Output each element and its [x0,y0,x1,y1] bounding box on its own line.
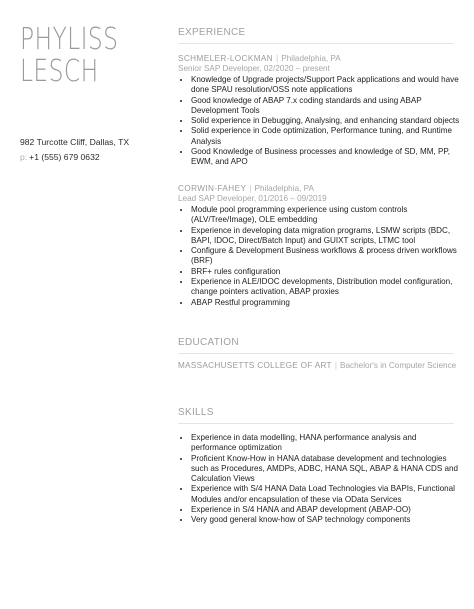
education-entry [178,361,456,370]
list-item: • Configure & Development Business workflows & process driven workflows (BRF) [191,246,460,267]
job-bullets [178,205,460,308]
list-item: • Very good general know-how of SAP technology components [191,515,460,525]
education-divider [178,353,454,354]
job-location: Philadelphia, PA [281,54,341,63]
job-location: Philadelphia, PA [254,184,314,193]
list-item: • ABAP Restful programming [191,298,460,308]
degree: Bachelor's in Computer Science [339,361,457,370]
separator: | [249,184,252,193]
skills-divider [178,423,454,424]
list-item: • Good Knowledge of Business processes and knowledge of SD, MM, PP, EWM, and APO [191,147,460,168]
skills-heading: SKILLS [178,407,214,418]
skills-list [178,432,460,526]
list-item: • Solid experience in Code optimization, Performance tuning, and Runtime Analysis [191,126,460,147]
phone-icon: p: [20,152,28,162]
job-header [178,53,460,64]
experience-divider [178,43,454,44]
job-title-dates: Lead SAP Developer, 01/2016 – 09/2019 [178,194,327,203]
last-name: LESCH [20,54,99,89]
education-heading: EDUCATION [178,337,239,348]
school-name: MASSACHUSETTS COLLEGE OF ART [178,361,332,370]
job-header [178,183,460,194]
candidate-name [20,24,118,88]
job-entry [178,183,460,308]
list-item: • Experience in developing data migration programs, LSMW scripts (BDC, BAPI, IDOC, Direct/Batch Input) and GUIXT scripts, LTMC tool [191,226,460,247]
list-item: • Experience in S/4 HANA and ABAP development (ABAP-OO) [191,505,460,515]
job-bullets [178,75,460,168]
separator: | [276,54,279,63]
list-item: • Solid experience in Debugging, Analysing, and enhancing standard objects [191,116,460,126]
separator: | [334,361,337,370]
phone-number: +1 (555) 679 0632 [29,152,100,162]
list-item: • Experience with S/4 HANA Data Load Technologies via BAPIs, Functional Modules and/or encapsulation of these via OData Services [191,484,460,505]
list-item: • Module pool programming experience using custom controls (ALV/Tree/Image), OLE embedding [191,205,460,226]
list-item: • Knowledge of Upgrade projects/Support Pack applications and would have done SPAU resolution/OSS note applications [191,75,460,96]
experience-heading: EXPERIENCE [178,27,246,38]
list-item: • Proficient Know-How in HANA database development and technologies such as Procedures, AMDPs, ADBC, HANA SQL, ABAP & HANA CDS and Calculation Views [191,454,460,485]
first-name: PHYLISS [20,22,119,57]
job-title-dates: Senior SAP Developer, 02/2020 – present [178,64,330,73]
list-item: • Experience in ALE/IDOC developments, Distribution model configuration, change pointers activation, ABAP proxies [191,277,460,298]
skills-bullets [178,433,460,526]
list-item: • BRF+ rules configuration [191,267,460,277]
company-name: CORWIN-FAHEY [178,184,247,193]
list-item: • Good knowledge of ABAP 7.x coding standards and using ABAP Development Tools [191,96,460,117]
phone [20,152,100,162]
address: 982 Turcotte Cliff, Dallas, TX [20,137,130,147]
job-entry [178,53,460,168]
company-name: SCHMELER-LOCKMAN [178,54,274,63]
list-item: • Experience in data modelling, HANA performance analysis and performance optimization [191,433,460,454]
